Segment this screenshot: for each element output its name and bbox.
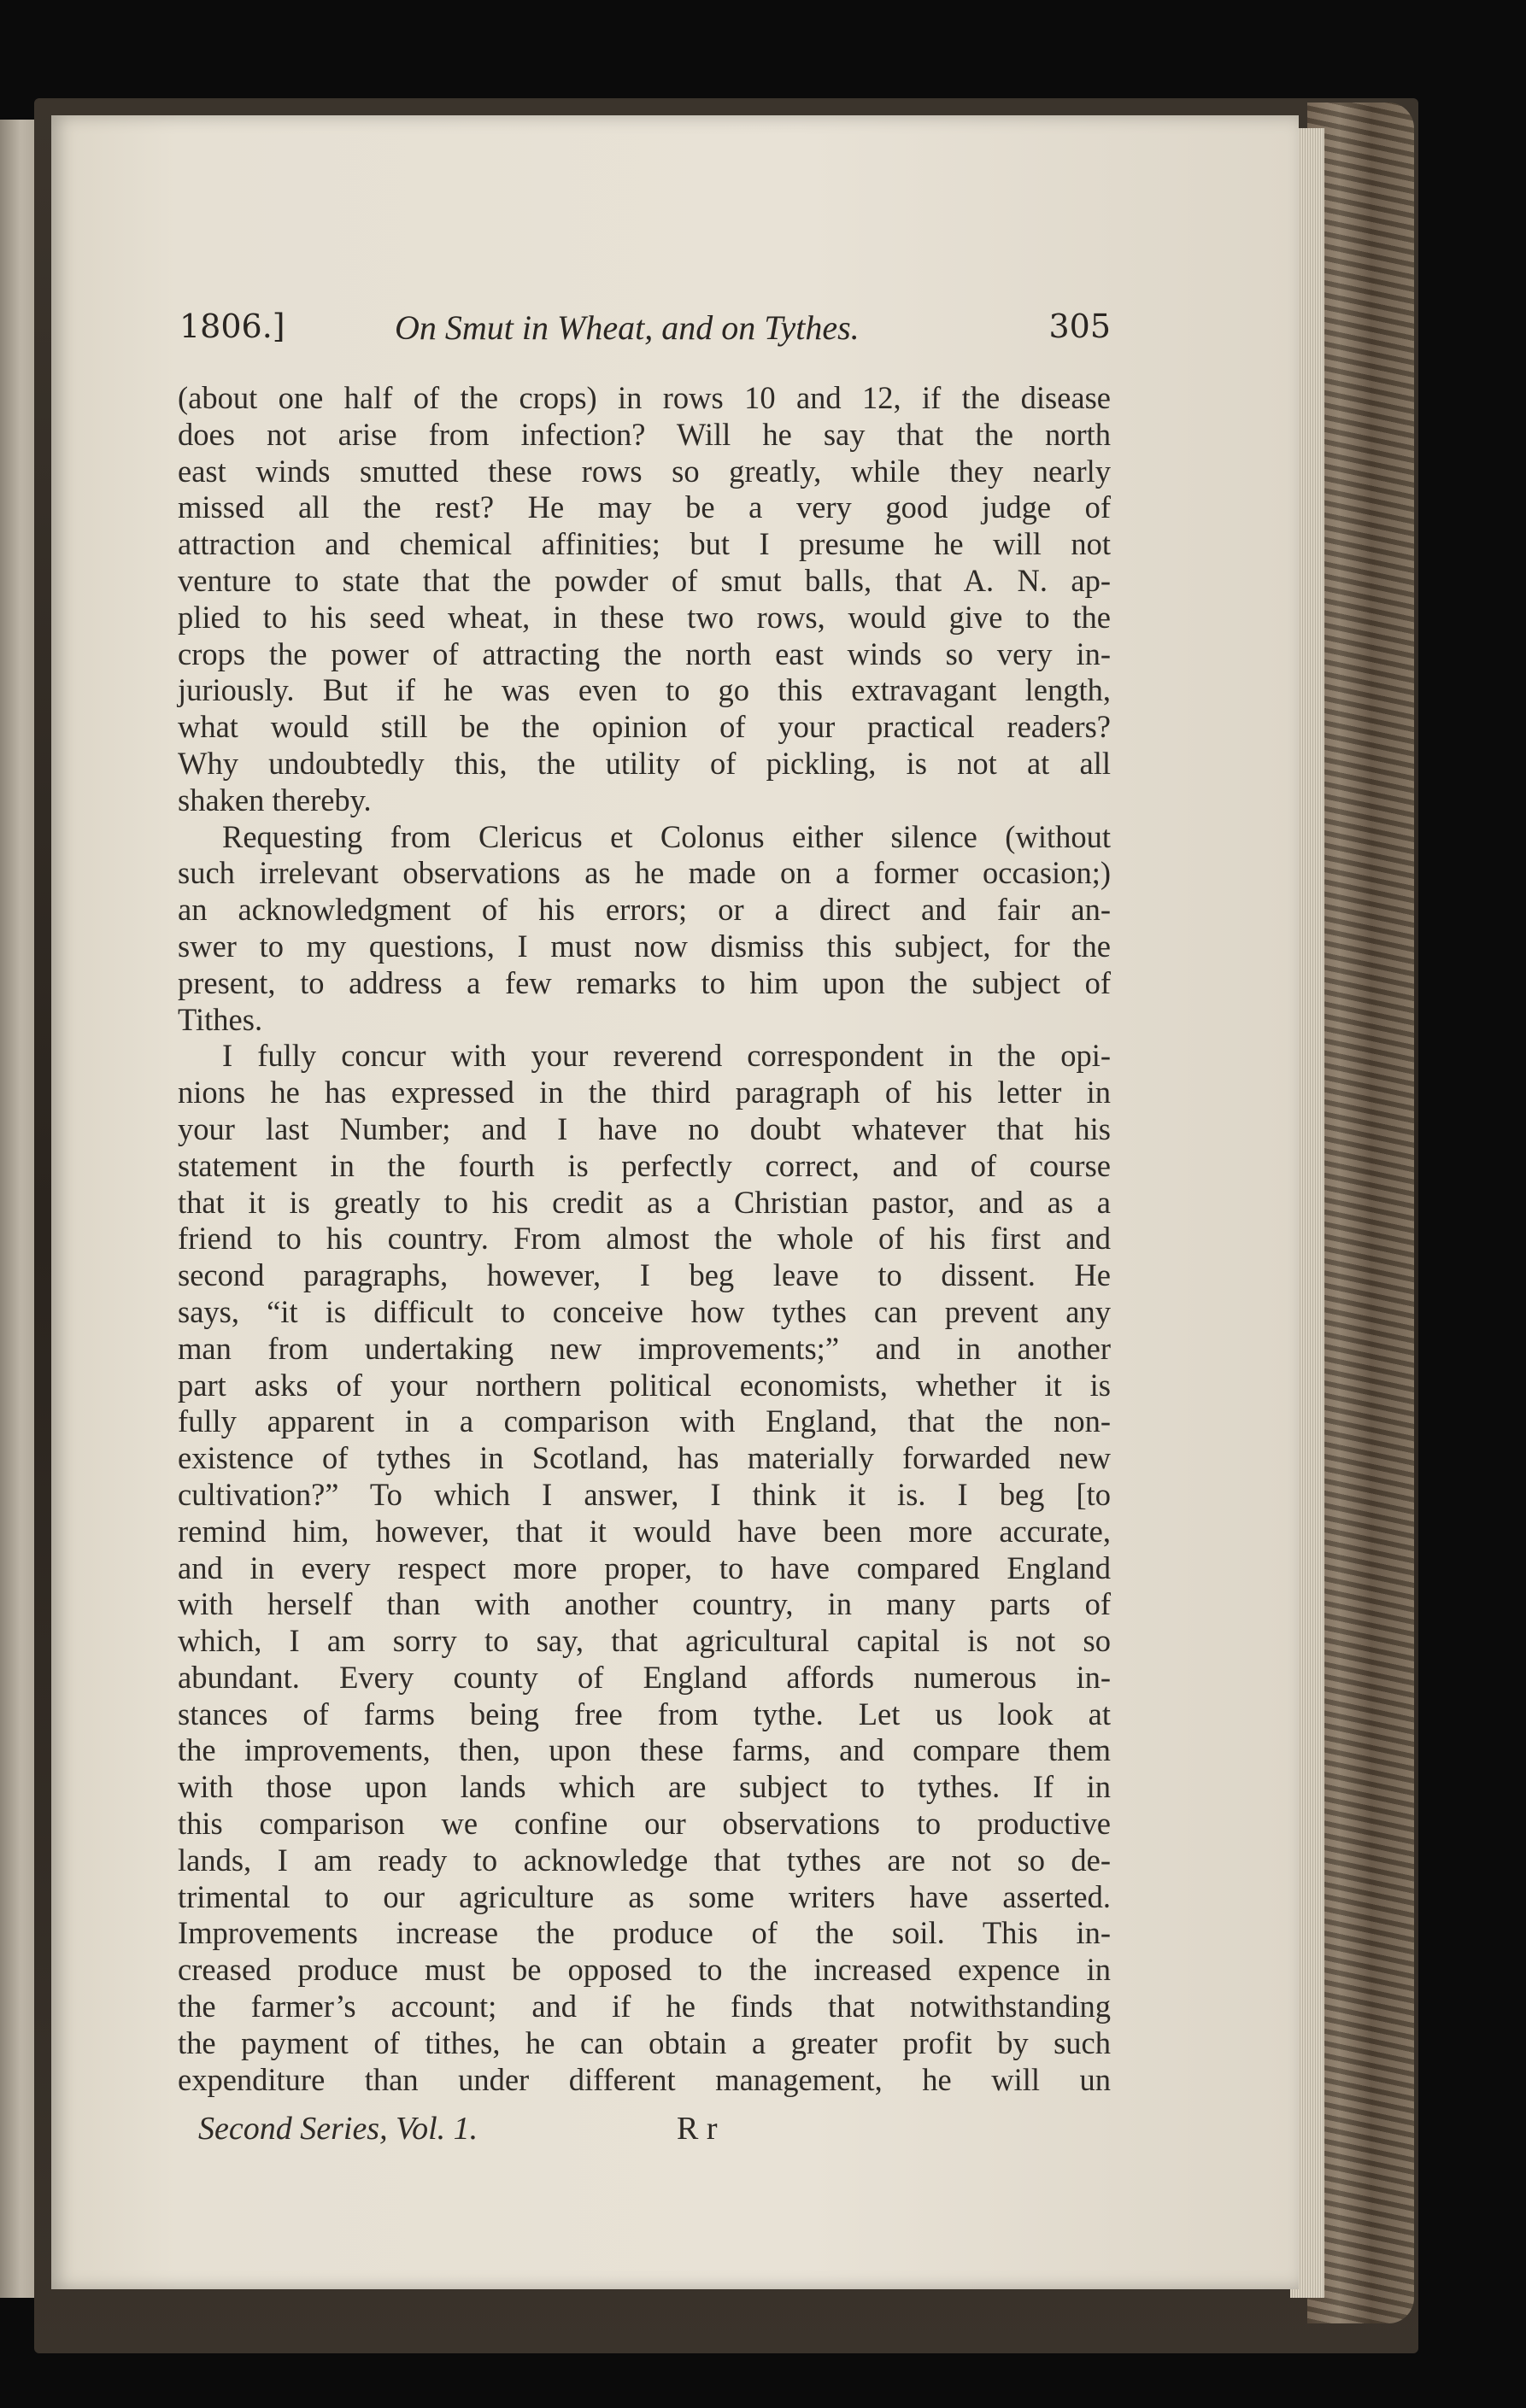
page-footer	[198, 2110, 796, 2147]
text-line: with those upon lands which are subject to tythes. If in	[178, 1769, 1111, 1805]
text-line: this comparison we confine our observations to productive	[178, 1806, 1111, 1842]
text-line: cultivation?” To which I answer, I think it is. I beg [to	[178, 1476, 1111, 1512]
text-line: the improvements, then, upon these farms, and compare them	[178, 1732, 1111, 1768]
text-line: abundant. Every county of England affords numerous in-	[178, 1659, 1111, 1695]
text-line: does not arise from infection? Will he say that the north	[178, 416, 1111, 452]
text-line: such irrelevant observations as he made on a former occasion;)	[178, 855, 1111, 891]
text-line: the payment of tithes, he can obtain a greater profit by such	[178, 2024, 1111, 2060]
header-year: 1806.]	[179, 308, 285, 345]
text-line: Why undoubtedly this, the utility of pickling, is not at all	[178, 745, 1111, 781]
running-header	[179, 308, 1111, 359]
text-line: says, “it is difficult to conceive how tythes can prevent any	[178, 1293, 1111, 1329]
header-title: On Smut in Wheat, and on Tythes.	[395, 308, 860, 347]
text-line: I fully concur with your reverend correspondent in the opi-	[222, 1038, 1111, 1074]
text-line: with herself than with another country, in many parts of	[178, 1586, 1111, 1622]
text-line: venture to state that the powder of smut balls, that A. N. ap-	[178, 562, 1111, 598]
text-line: east winds smutted these rows so greatly, while they nearly	[178, 453, 1111, 489]
text-line: man from undertaking new improvements;” and in another	[178, 1330, 1111, 1366]
text-line: nions he has expressed in the third paragraph of his letter in	[178, 1075, 1111, 1110]
text-line: that it is greatly to his credit as a Christian pastor, and as a	[178, 1184, 1111, 1220]
page-number: 305	[1048, 308, 1111, 345]
text-line: attraction and chemical affinities; but I presume he will not	[178, 526, 1111, 562]
text-line: stances of farms being free from tythe. Let us look at	[178, 1696, 1111, 1731]
text-line: expenditure than under different management, he will un	[178, 2061, 1111, 2097]
text-line: your last Number; and I have no doubt whatever that his	[178, 1110, 1111, 1146]
text-line: part asks of your northern political economists, whether it is	[178, 1367, 1111, 1403]
text-line: statement in the fourth is perfectly correct, and of course	[178, 1147, 1111, 1183]
series-note: Second Series, Vol. 1.	[198, 2111, 478, 2147]
body-text	[178, 380, 1111, 2098]
text-line: friend to his country. From almost the whole of his first and	[178, 1221, 1111, 1257]
text-line: crops the power of attracting the north east winds so very in-	[178, 636, 1111, 671]
text-line: remind him, however, that it would have been more accurate,	[178, 1513, 1111, 1549]
text-line: second paragraphs, however, I beg leave to dissent. He	[178, 1257, 1111, 1293]
signature-mark: R r	[677, 2111, 718, 2147]
text-line: Improvements increase the produce of the soil. This in-	[178, 1915, 1111, 1951]
text-line: trimental to our agriculture as some writers have asserted.	[178, 1878, 1111, 1914]
text-line: existence of tythes in Scotland, has materially forwarded new	[178, 1440, 1111, 1476]
text-line: plied to his seed wheat, in these two rows, would give to the	[178, 599, 1111, 635]
text-line: missed all the rest? He may be a very good judge of	[178, 489, 1111, 525]
text-line: fully apparent in a comparison with England, that the non-	[178, 1403, 1111, 1439]
text-line: (about one half of the crops) in rows 10 and 12, if the disease	[178, 380, 1111, 415]
text-line: creased produce must be opposed to the increased expence in	[178, 1952, 1111, 1988]
text-line: and in every respect more proper, to have compared England	[178, 1550, 1111, 1585]
text-line: lands, I am ready to acknowledge that tythes are not so de-	[178, 1842, 1111, 1878]
text-line: Requesting from Clericus et Colonus either silence (without	[222, 818, 1111, 854]
text-line: what would still be the opinion of your practical readers?	[178, 709, 1111, 745]
text-line: shaken thereby.	[178, 782, 372, 817]
text-line: which, I am sorry to say, that agricultural capital is not so	[178, 1623, 1111, 1659]
text-line: juriously. But if he was even to go this extravagant length,	[178, 672, 1111, 708]
text-line: Tithes.	[178, 1001, 263, 1037]
text-line: present, to address a few remarks to him upon the subject of	[178, 964, 1111, 1000]
text-line: the farmer’s account; and if he finds that notwithstanding	[178, 1989, 1111, 2024]
text-line: swer to my questions, I must now dismiss this subject, for the	[178, 928, 1111, 964]
text-line: an acknowledgment of his errors; or a direct and fair an-	[178, 892, 1111, 928]
